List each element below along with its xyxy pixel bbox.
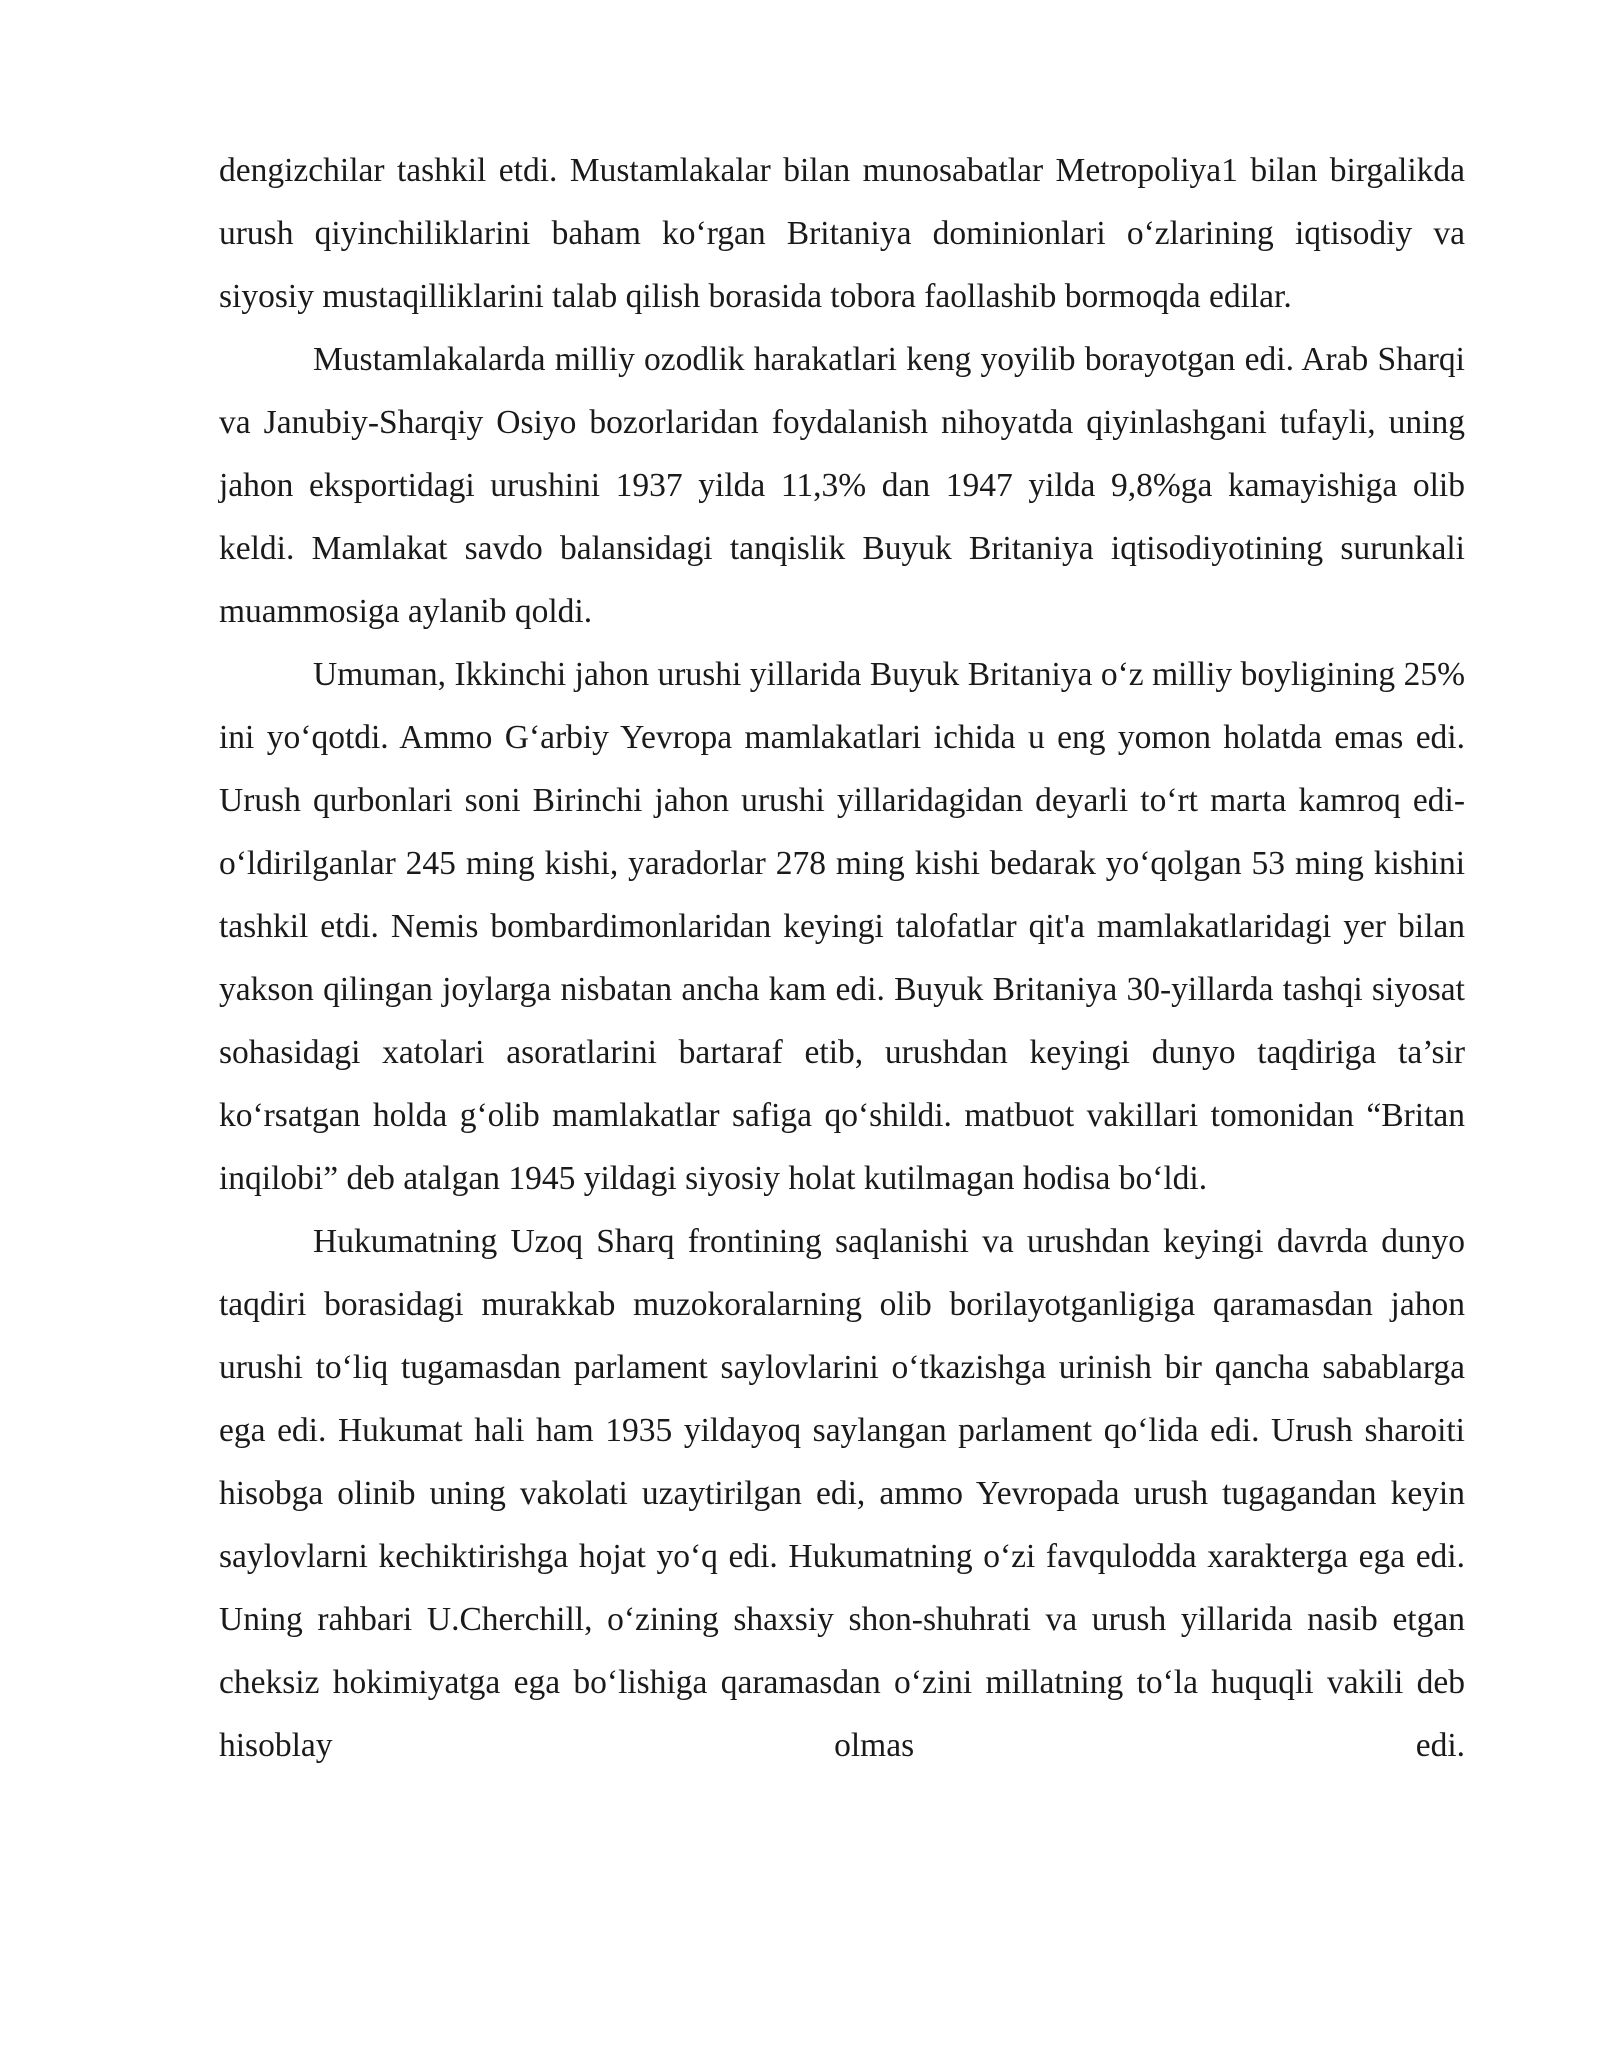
document-body — [219, 139, 1465, 1777]
paragraph-2: Mustamlakalarda milliy ozodlik harakatlari keng yoyilib borayotgan edi. Arab Sharqi va Janubiy-Sharqiy Osiyo bozorlaridan foydalanish nihoyatda qiyinlashgani tufayli, uning jahon eksportidagi urushini 1937 yilda 11,3% dan 1947 yilda 9,8%ga kamayishiga olib keldi. Mamlakat savdo balansidagi tanqislik Buyuk Britaniya iqtisodiyotining surunkali muammosiga aylanib qoldi. — [219, 341, 1465, 630]
paragraph-4: Hukumatning Uzoq Sharq frontining saqlanishi va urushdan keyingi davrda dunyo taqdiri borasidagi murakkab muzokoralarning olib borilayotganligiga qaramasdan jahon urushi to‘liq tugamasdan parlament saylovlarini o‘tkazishga urinish bir qancha sabablarga ega edi. Hukumat hali ham 1935 yildayoq saylangan parlament qo‘lida edi. Urush sharoiti hisobga olinib uning vakolati uzaytirilgan edi, ammo Yevropada urush tugagandan keyin saylovlarni kechiktirishga hojat yo‘q edi. Hukumatning o‘zi favqulodda xarakterga ega edi. Uning rahbari U.Cherchill, o‘zining shaxsiy shon-shuhrati va urush yillarida nasib etgan cheksiz hokimiyatga ega bo‘lishiga qaramasdan o‘zini millatning to‘la huquqli vakili deb hisoblay olmas edi. — [219, 1223, 1465, 1764]
paragraph-1: dengizchilar tashkil etdi. Mustamlakalar bilan munosabatlar Metropoliya1 bilan birgalikda urush qiyinchiliklarini baham ko‘rgan Britaniya dominionlari o‘zlarining iqtisodiy va siyosiy mustaqilliklarini talab qilish borasida tobora faollashib bormoqda edilar. — [219, 152, 1465, 315]
paragraph-3: Umuman, Ikkinchi jahon urushi yillarida Buyuk Britaniya o‘z milliy boyligining 25% ini yo‘qotdi. Ammo G‘arbiy Yevropa mamlakatlari ichida u eng yomon holatda emas edi. Urush qurbonlari soni Birinchi jahon urushi yillaridagidan deyarli to‘rt marta kamroq edi-o‘ldirilganlar 245 ming kishi, yaradorlar 278 ming kishi bedarak yo‘qolgan 53 ming kishini tashkil etdi. Nemis bombardimonlaridan keyingi talofatlar qit'a mamlakatlaridagi yer bilan yakson qilingan joylarga nisbatan ancha kam edi. Buyuk Britaniya 30-yillarda tashqi siyosat sohasidagi xatolari asoratlarini bartaraf etib, urushdan keyingi dunyo taqdiriga ta’sir ko‘rsatgan holda g‘olib mamlakatlar safiga qo‘shildi. matbuot vakillari tomonidan “Britan inqilobi” deb atalgan 1945 yildagi siyosiy holat kutilmagan hodisa bo‘ldi. — [219, 656, 1465, 1197]
